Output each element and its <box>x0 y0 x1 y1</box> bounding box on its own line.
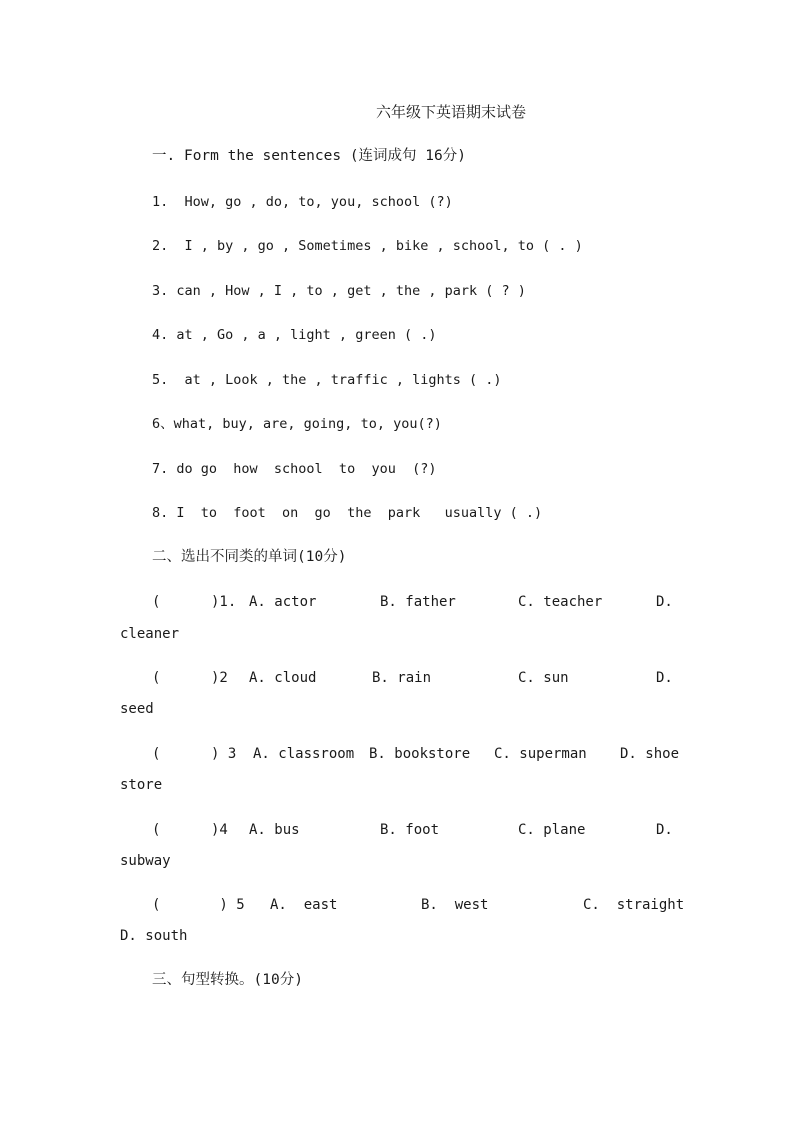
sentence-item-3: 3. can , How , I , to , get , the , park ( ? ) <box>152 283 526 299</box>
option-d-wrap: cleaner <box>120 626 180 642</box>
option-b: B. west <box>421 897 489 913</box>
page-title: 六年级下英语期末试卷 <box>376 103 527 121</box>
option-d-wrap: seed <box>120 701 154 717</box>
section-2-heading: 二、选出不同类的单词(10分) <box>152 549 347 565</box>
option-d-wrap: store <box>120 777 163 793</box>
option-c: C. sun <box>518 670 569 686</box>
sentence-item-5: 5. at , Look , the , traffic , lights ( .) <box>152 372 502 388</box>
sentence-item-7: 7. do go how school to you (?) <box>152 461 437 477</box>
question-number: ( )2 <box>152 670 228 686</box>
option-c: C. superman <box>494 746 587 762</box>
option-a: A. east <box>270 897 338 913</box>
question-number: ( )1. <box>152 594 237 610</box>
option-d-wrap: D. south <box>120 928 188 944</box>
question-number: ( ) 5 <box>152 897 245 913</box>
sentence-item-6: 6、what, buy, are, going, to, you(?) <box>152 416 442 432</box>
section-3-heading: 三、句型转换。(10分) <box>152 972 303 988</box>
option-d: D. <box>656 822 673 838</box>
sentence-item-4: 4. at , Go , a , light , green ( .) <box>152 327 437 343</box>
question-number: ( )4 <box>152 822 228 838</box>
option-b: B. bookstore <box>369 746 471 762</box>
option-c: C. straight <box>583 897 685 913</box>
option-c: C. teacher <box>518 594 603 610</box>
option-d: D. <box>656 670 673 686</box>
option-b: B. rain <box>372 670 432 686</box>
sentence-item-1: 1. How, go , do, to, you, school (?) <box>152 194 453 210</box>
option-a: A. classroom <box>253 746 355 762</box>
option-a: A. cloud <box>249 670 317 686</box>
option-b: B. father <box>380 594 456 610</box>
section-1-heading: 一. Form the sentences (连词成句 16分) <box>152 148 466 164</box>
sentence-item-8: 8. I to foot on go the park usually ( .) <box>152 505 543 521</box>
option-a: A. actor <box>249 594 317 610</box>
option-d: D. <box>656 594 673 610</box>
option-d-wrap: subway <box>120 853 171 869</box>
option-c: C. plane <box>518 822 586 838</box>
option-b: B. foot <box>380 822 440 838</box>
option-d: D. shoe <box>620 746 680 762</box>
option-a: A. bus <box>249 822 300 838</box>
question-number: ( ) 3 <box>152 746 237 762</box>
sentence-item-2: 2. I , by , go , Sometimes , bike , school, to ( . ) <box>152 238 583 254</box>
